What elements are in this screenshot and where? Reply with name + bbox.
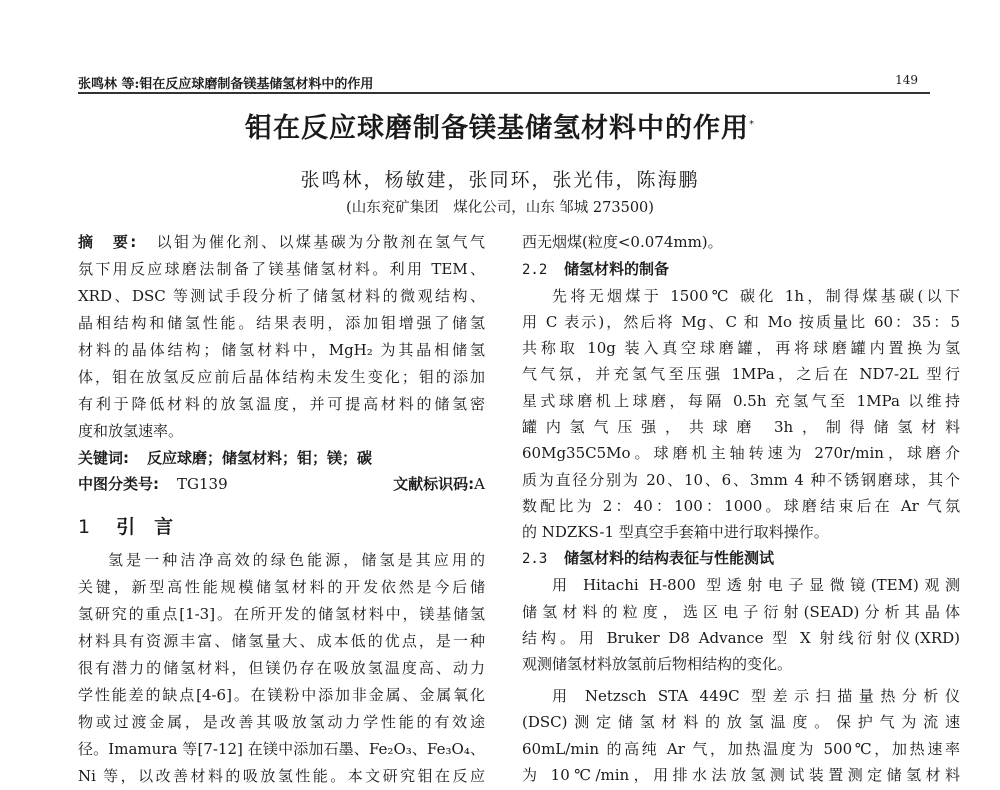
abstract-line: XRD、DSC 等测试手段分析了储氢材料的微观结构、 — [78, 287, 485, 305]
body-line: (DSC)测定储氢材料的放氢温度。保护气为流速 — [522, 713, 960, 732]
keywords-label: 关键词: — [78, 449, 129, 467]
section-title: 引 言 — [116, 516, 174, 538]
section-heading-intro — [78, 507, 485, 547]
page-number: 149 — [895, 73, 918, 87]
body-line: 材料具有资源丰富、储氢量大、成本低的优点，是一种 — [78, 632, 485, 650]
abstract-line: 有利于降低材料的放氢温度，并可提高材料的储氢密 — [78, 395, 485, 413]
body-line: 氢研究的重点[1-3]。在所开发的储氢材料中，镁基储氢 — [78, 605, 485, 623]
body-line: Ni 等，以改善材料的吸放氢性能。本文研究钼在反应 — [78, 767, 485, 785]
preparation-paragraph — [522, 283, 960, 546]
section-title: 储氢材料的结构表征与性能测试 — [564, 549, 775, 568]
section-title: 储氢材料的制备 — [564, 259, 670, 278]
paper-title — [0, 106, 1000, 145]
section-number: 2.3 — [522, 551, 548, 568]
body-line: 的 NDZKS-1 型真空手套箱中进行取料操作。 — [522, 523, 829, 542]
body-line: 西无烟煤(粒度<0.074mm)。 — [522, 233, 723, 251]
affiliation: (山东兖矿集团 煤化公司，山东 邹城 273500) — [346, 200, 654, 216]
abstract-line: 体，钼在放氢反应前后晶体结构未发生变化；钼的添加 — [78, 368, 485, 386]
body-line: 径。Imamura 等[7-12] 在镁中添加石墨、Fe₂O₃、Fe₃O₄、 — [78, 740, 485, 758]
running-header — [78, 70, 930, 94]
body-line: 星式球磨机上球磨，每隔 0.5h 充氢气至 1MPa 以维持 — [522, 391, 960, 410]
body-line: 气气氛，并充氢气至压强 1MPa，之后在 ND7-2L 型行 — [522, 365, 960, 384]
abstract-line: 氛下用反应球磨法制备了镁基储氢材料。利用 TEM、 — [78, 260, 485, 278]
clc-value: TG139 — [177, 475, 228, 493]
section-number: 2.2 — [522, 261, 548, 278]
keywords-value: 反应球磨；储氢材料；钼；镁；碳 — [147, 449, 373, 467]
left-column — [78, 229, 485, 790]
body-line: 用 Hitachi H-800 型透射电子显微镜(TEM)观测 — [552, 576, 960, 595]
doc-code-value: A — [474, 475, 485, 493]
keywords — [78, 445, 485, 471]
authors: 张鸣林，杨敏建，张同环，张光伟，陈海鹏 — [300, 169, 700, 191]
abstract-line: 度和放氢速率。 — [78, 422, 184, 440]
body-line: 用 Netzsch STA 449C 型差示扫描量热分析仪 — [552, 686, 960, 705]
abstract-text: 以钼为催化剂、以煤基碳为分散剂在氢气气 — [154, 233, 485, 251]
section-heading-2-2 — [522, 256, 960, 283]
body-line: 很有潜力的储氢材料，但镁仍存在吸放氢温度高、动力 — [78, 659, 485, 677]
body-line: 氢是一种洁净高效的绿色能源，储氢是其应用的 — [108, 551, 485, 569]
title-text: 钼在反应球磨制备镁基储氢材料中的作用 — [245, 113, 749, 144]
dsc-paragraph — [522, 683, 960, 789]
running-title: 张鸣林 等:钼在反应球磨制备镁基储氢材料中的作用 — [78, 77, 374, 92]
section-number: 1 — [78, 516, 91, 538]
clc-label: 中图分类号: — [78, 475, 159, 493]
title-footnote-mark: * — [749, 119, 755, 130]
body-line: 储氢材料的粒度，选区电子衍射(SEAD)分析其晶体 — [522, 602, 960, 621]
body-line: 罐内氢气压强，共球磨 3h，制得储氢材料 — [522, 417, 960, 436]
body-line: 观测储氢材料放氢前后物相结构的变化。 — [522, 655, 793, 674]
abstract-line: 晶相结构和储氢性能。结果表明，添加钼增强了储氢 — [78, 314, 485, 332]
classification-row — [78, 471, 485, 497]
body-line: 60mL/min 的高纯 Ar 气，加热温度为 500℃，加热速率 — [522, 739, 960, 758]
section-heading-2-3 — [522, 545, 960, 572]
body-line: 质为直径分别为 20、10、6、3mm 4 种不锈钢磨球，其个 — [522, 470, 960, 489]
body-line: 物或过渡金属，是改善其吸放氢动力学性能的有效途 — [78, 713, 485, 731]
body-line: 用 C 表示)，然后将 Mg、C 和 Mo 按质量比 60：35：5 — [522, 312, 960, 331]
body-line: 先将无烟煤于 1500℃ 碳化 1h，制得煤基碳(以下 — [552, 286, 960, 305]
abstract-line — [78, 229, 485, 256]
body-line: 学性能差的缺点[4-6]。在镁粉中添加非金属、金属氧化 — [78, 686, 485, 704]
abstract-line: 材料的晶体结构；储氢材料中，MgH₂ 为其晶相储氢 — [78, 341, 485, 359]
body-line: 关键，新型高性能规模储氢材料的开发依然是今后储 — [78, 578, 485, 596]
characterization-paragraph — [522, 572, 960, 677]
abstract-label: 摘 要: — [78, 233, 137, 251]
abstract — [78, 229, 485, 445]
body-line: 结构。用 Bruker D8 Advance 型 X 射线衍射仪(XRD) — [522, 629, 960, 648]
doc-code-label: 文献标识码: — [393, 475, 475, 493]
body-line: 数配比为 2：40：100：1000。球磨结束后在 Ar 气氛 — [522, 496, 960, 515]
body-line: 60Mg35C5Mo。球磨机主轴转速为 270r/min，球磨介 — [522, 444, 960, 463]
body-line: 共称取 10g 装入真空球磨罐，再将球磨罐内置换为氢 — [522, 339, 960, 358]
intro-paragraph — [78, 547, 485, 790]
body-line: 为 10℃/min，用排水法放氢测试装置测定储氢材料 — [522, 766, 960, 785]
right-column — [522, 229, 960, 789]
